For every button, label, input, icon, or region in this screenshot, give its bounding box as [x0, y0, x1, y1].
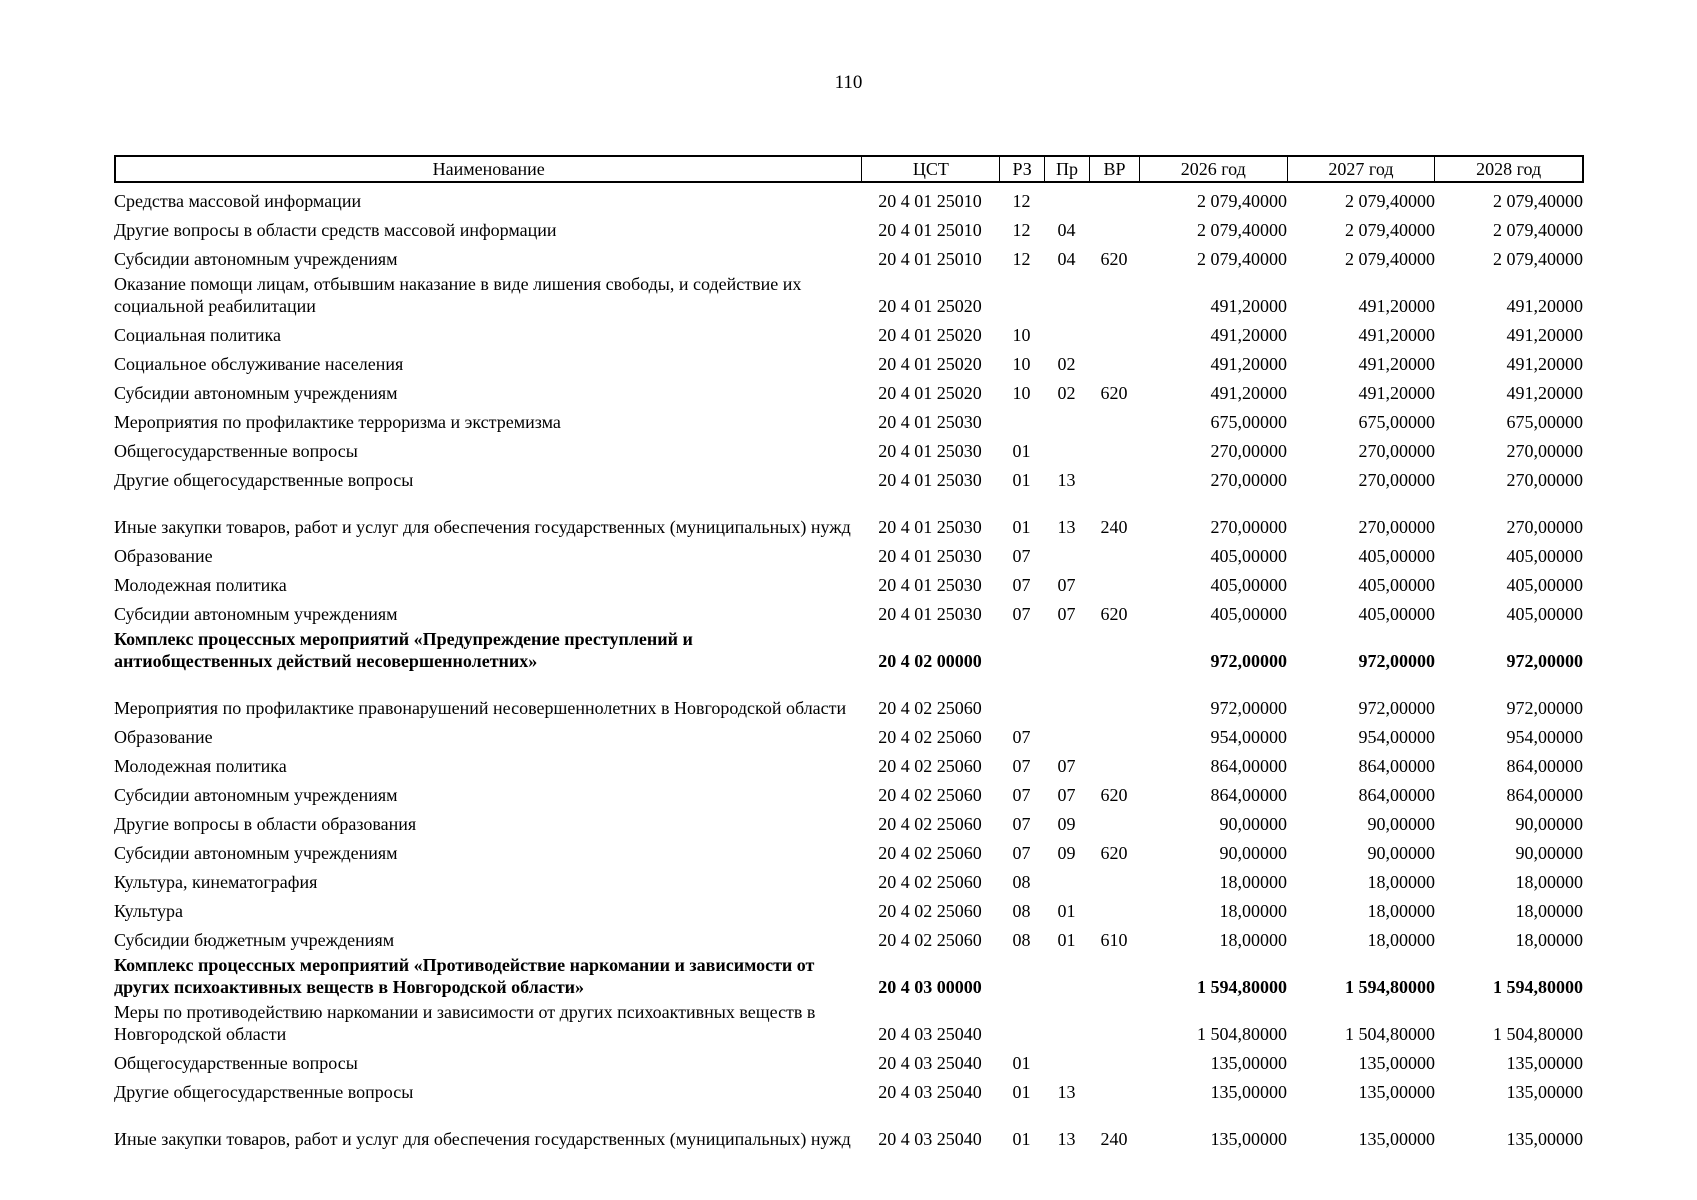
table-row	[114, 541, 1584, 570]
header-rz: РЗ	[999, 157, 1044, 181]
table-row	[114, 494, 1584, 541]
table-row	[114, 244, 1584, 273]
table-row	[114, 809, 1584, 838]
row-2027: 2 079,40000	[1345, 191, 1435, 211]
row-name: Иные закупки товаров, работ и услуг для обеспечения государственных (муниципальных) нужд	[114, 1129, 851, 1149]
table-row	[114, 436, 1584, 465]
row-2028: 675,00000	[1506, 412, 1583, 432]
row-name: Молодежная политика	[114, 756, 287, 776]
row-pr: 04	[1057, 220, 1076, 240]
row-2026: 270,00000	[1210, 470, 1287, 490]
row-rz: 01	[1012, 1082, 1031, 1102]
row-rz: 10	[1012, 354, 1031, 374]
row-2026: 954,00000	[1210, 727, 1287, 747]
page-number: 110	[834, 72, 863, 93]
row-cst: 20 4 01 25030	[878, 412, 982, 432]
row-2026: 491,20000	[1210, 383, 1287, 403]
row-2026: 18,00000	[1219, 930, 1287, 950]
row-2028: 135,00000	[1506, 1082, 1583, 1102]
row-name: Субсидии автономным учреждениям	[114, 383, 398, 403]
row-name: Социальная политика	[114, 325, 281, 345]
row-pr: 09	[1057, 843, 1076, 863]
table-row	[114, 1106, 1584, 1153]
row-2026: 90,00000	[1219, 814, 1287, 834]
row-2028: 18,00000	[1515, 930, 1583, 950]
row-2026: 491,20000	[1210, 296, 1287, 316]
row-2028: 2 079,40000	[1493, 249, 1583, 269]
row-cst: 20 4 01 25030	[878, 575, 982, 595]
table-row	[114, 1077, 1584, 1106]
row-cst: 20 4 01 25020	[878, 325, 982, 345]
row-cst: 20 4 01 25030	[878, 441, 982, 461]
row-name: Культура, кинематография	[114, 872, 318, 892]
row-2027: 90,00000	[1367, 814, 1435, 834]
row-2028: 864,00000	[1506, 785, 1583, 805]
row-vr: 620	[1100, 785, 1128, 805]
row-pr: 02	[1057, 383, 1076, 403]
row-2027: 405,00000	[1358, 604, 1435, 624]
row-pr: 09	[1057, 814, 1076, 834]
table-row	[114, 867, 1584, 896]
row-2026: 405,00000	[1210, 575, 1287, 595]
row-2026: 135,00000	[1210, 1053, 1287, 1073]
table-row	[114, 838, 1584, 867]
header-cst: ЦСТ	[861, 157, 999, 181]
row-2027: 90,00000	[1367, 843, 1435, 863]
row-rz: 07	[1012, 604, 1031, 624]
row-2027: 135,00000	[1358, 1082, 1435, 1102]
row-cst: 20 4 01 25030	[878, 470, 982, 490]
row-rz: 01	[1012, 517, 1031, 537]
row-2027: 270,00000	[1358, 441, 1435, 461]
table-row	[114, 751, 1584, 780]
row-rz: 01	[1012, 1129, 1031, 1149]
row-2026: 2 079,40000	[1197, 191, 1287, 211]
row-2028: 972,00000	[1506, 651, 1583, 671]
header-pr: Пр	[1044, 157, 1089, 181]
row-rz: 07	[1012, 727, 1031, 747]
row-cst: 20 4 02 25060	[878, 756, 982, 776]
table-row	[114, 378, 1584, 407]
row-cst: 20 4 02 25060	[878, 785, 982, 805]
header-2028: 2028 год	[1434, 157, 1582, 181]
table-body	[114, 186, 1584, 1153]
row-cst: 20 4 02 00000	[878, 651, 982, 671]
row-2027: 270,00000	[1358, 470, 1435, 490]
row-rz: 07	[1012, 756, 1031, 776]
row-2026: 864,00000	[1210, 756, 1287, 776]
row-vr: 610	[1100, 930, 1128, 950]
table-header	[114, 155, 1584, 183]
row-2028: 270,00000	[1506, 441, 1583, 461]
row-2026: 2 079,40000	[1197, 249, 1287, 269]
row-2027: 405,00000	[1358, 546, 1435, 566]
row-2028: 18,00000	[1515, 901, 1583, 921]
row-name: Общегосударственные вопросы	[114, 441, 358, 461]
row-name: Образование	[114, 546, 213, 566]
row-2027: 1 504,80000	[1345, 1024, 1435, 1044]
row-cst: 20 4 01 25020	[878, 354, 982, 374]
row-name: Субсидии автономным учреждениям	[114, 604, 398, 624]
row-2026: 491,20000	[1210, 354, 1287, 374]
row-2028: 491,20000	[1506, 354, 1583, 374]
row-rz: 01	[1012, 470, 1031, 490]
table-row	[114, 722, 1584, 751]
row-2028: 954,00000	[1506, 727, 1583, 747]
row-cst: 20 4 01 25030	[878, 517, 982, 537]
row-2027: 405,00000	[1358, 575, 1435, 595]
row-2028: 864,00000	[1506, 756, 1583, 776]
row-rz: 08	[1012, 872, 1031, 892]
row-2026: 90,00000	[1219, 843, 1287, 863]
row-2028: 405,00000	[1506, 575, 1583, 595]
row-2028: 491,20000	[1506, 383, 1583, 403]
row-name: Другие общегосударственные вопросы	[114, 470, 414, 490]
table-row	[114, 570, 1584, 599]
row-2027: 864,00000	[1358, 785, 1435, 805]
row-name: Субсидии бюджетным учреждениям	[114, 930, 395, 950]
row-cst: 20 4 03 25040	[878, 1082, 982, 1102]
table-row	[114, 628, 1584, 675]
row-2027: 972,00000	[1358, 698, 1435, 718]
table-row	[114, 186, 1584, 215]
row-2026: 972,00000	[1210, 651, 1287, 671]
row-vr: 620	[1100, 843, 1128, 863]
row-rz: 12	[1012, 220, 1031, 240]
row-name: Комплекс процессных мероприятий «Противодействие наркомании и зависимости от других психоактивных веществ в Новгородской области»	[114, 955, 815, 997]
row-2026: 2 079,40000	[1197, 220, 1287, 240]
row-rz: 12	[1012, 249, 1031, 269]
row-rz: 01	[1012, 1053, 1031, 1073]
row-cst: 20 4 02 25060	[878, 814, 982, 834]
row-2026: 270,00000	[1210, 441, 1287, 461]
row-cst: 20 4 01 25010	[878, 191, 982, 211]
row-2028: 972,00000	[1506, 698, 1583, 718]
row-cst: 20 4 01 25020	[878, 383, 982, 403]
row-pr: 07	[1057, 604, 1076, 624]
row-name: Культура	[114, 901, 183, 921]
header-2027: 2027 год	[1287, 157, 1435, 181]
row-name: Субсидии автономным учреждениям	[114, 843, 398, 863]
row-2026: 405,00000	[1210, 604, 1287, 624]
row-rz: 08	[1012, 901, 1031, 921]
row-2027: 18,00000	[1367, 930, 1435, 950]
row-2027: 491,20000	[1358, 296, 1435, 316]
row-pr: 07	[1057, 575, 1076, 595]
row-2026: 18,00000	[1219, 901, 1287, 921]
row-name: Иные закупки товаров, работ и услуг для обеспечения государственных (муниципальных) нужд	[114, 517, 851, 537]
row-name: Средства массовой информации	[114, 191, 362, 211]
row-pr: 13	[1057, 517, 1076, 537]
row-2028: 405,00000	[1506, 604, 1583, 624]
row-2026: 405,00000	[1210, 546, 1287, 566]
row-cst: 20 4 03 00000	[878, 977, 982, 997]
row-2028: 90,00000	[1515, 814, 1583, 834]
row-2027: 135,00000	[1358, 1053, 1435, 1073]
row-cst: 20 4 01 25030	[878, 546, 982, 566]
row-name: Мероприятия по профилактике терроризма и экстремизма	[114, 412, 561, 432]
row-name: Комплекс процессных мероприятий «Предупреждение преступлений и антиобщественных действий несовершеннолетних»	[114, 629, 693, 671]
table-row	[114, 954, 1584, 1001]
row-cst: 20 4 03 25040	[878, 1053, 982, 1073]
row-name: Субсидии автономным учреждениям	[114, 785, 398, 805]
row-2027: 972,00000	[1358, 651, 1435, 671]
row-name: Другие вопросы в области средств массовой информации	[114, 220, 557, 240]
row-2027: 135,00000	[1358, 1129, 1435, 1149]
row-2028: 1 504,80000	[1493, 1024, 1583, 1044]
row-2027: 1 594,80000	[1345, 977, 1435, 997]
row-2027: 18,00000	[1367, 901, 1435, 921]
row-name: Другие вопросы в области образования	[114, 814, 417, 834]
row-rz: 07	[1012, 546, 1031, 566]
row-name: Мероприятия по профилактике правонарушений несовершеннолетних в Новгородской области	[114, 698, 847, 718]
row-2026: 1 504,80000	[1197, 1024, 1287, 1044]
row-2028: 90,00000	[1515, 843, 1583, 863]
row-2027: 675,00000	[1358, 412, 1435, 432]
row-rz: 07	[1012, 814, 1031, 834]
row-2028: 270,00000	[1506, 470, 1583, 490]
row-cst: 20 4 02 25060	[878, 843, 982, 863]
table-row	[114, 925, 1584, 954]
table-row	[114, 896, 1584, 925]
row-name: Другие общегосударственные вопросы	[114, 1082, 414, 1102]
table-row	[114, 599, 1584, 628]
row-cst: 20 4 02 25060	[878, 901, 982, 921]
table-row	[114, 465, 1584, 494]
table-row	[114, 349, 1584, 378]
row-2026: 491,20000	[1210, 325, 1287, 345]
row-vr: 240	[1100, 517, 1128, 537]
row-pr: 13	[1057, 1129, 1076, 1149]
row-2026: 864,00000	[1210, 785, 1287, 805]
row-2027: 18,00000	[1367, 872, 1435, 892]
row-rz: 12	[1012, 191, 1031, 211]
row-2026: 675,00000	[1210, 412, 1287, 432]
row-2027: 864,00000	[1358, 756, 1435, 776]
row-2028: 135,00000	[1506, 1129, 1583, 1149]
row-rz: 10	[1012, 325, 1031, 345]
row-2026: 135,00000	[1210, 1129, 1287, 1149]
row-cst: 20 4 02 25060	[878, 727, 982, 747]
table-row	[114, 320, 1584, 349]
row-pr: 04	[1057, 249, 1076, 269]
row-2028: 270,00000	[1506, 517, 1583, 537]
table-row	[114, 215, 1584, 244]
table-row	[114, 675, 1584, 722]
row-2027: 491,20000	[1358, 325, 1435, 345]
row-2027: 270,00000	[1358, 517, 1435, 537]
row-2027: 954,00000	[1358, 727, 1435, 747]
row-2028: 18,00000	[1515, 872, 1583, 892]
row-2026: 1 594,80000	[1197, 977, 1287, 997]
row-cst: 20 4 02 25060	[878, 872, 982, 892]
row-name: Субсидии автономным учреждениям	[114, 249, 398, 269]
row-cst: 20 4 01 25030	[878, 604, 982, 624]
table-row	[114, 1001, 1584, 1048]
row-cst: 20 4 01 25020	[878, 296, 982, 316]
row-cst: 20 4 02 25060	[878, 930, 982, 950]
row-vr: 620	[1100, 249, 1128, 269]
row-2028: 491,20000	[1506, 296, 1583, 316]
row-cst: 20 4 01 25010	[878, 249, 982, 269]
row-cst: 20 4 03 25040	[878, 1024, 982, 1044]
row-pr: 01	[1057, 901, 1076, 921]
row-pr: 02	[1057, 354, 1076, 374]
row-2028: 135,00000	[1506, 1053, 1583, 1073]
table-row	[114, 273, 1584, 320]
row-name: Оказание помощи лицам, отбывшим наказание в виде лишения свободы, и содействие их социальной реабилитации	[114, 274, 802, 316]
row-cst: 20 4 01 25010	[878, 220, 982, 240]
row-2028: 1 594,80000	[1493, 977, 1583, 997]
row-2028: 2 079,40000	[1493, 191, 1583, 211]
row-rz: 07	[1012, 785, 1031, 805]
row-pr: 01	[1057, 930, 1076, 950]
row-vr: 240	[1100, 1129, 1128, 1149]
row-2027: 491,20000	[1358, 383, 1435, 403]
table-row	[114, 1048, 1584, 1077]
row-vr: 620	[1100, 383, 1128, 403]
row-name: Молодежная политика	[114, 575, 287, 595]
header-2026: 2026 год	[1139, 157, 1287, 181]
row-name: Общегосударственные вопросы	[114, 1053, 358, 1073]
row-rz: 07	[1012, 575, 1031, 595]
row-2027: 2 079,40000	[1345, 220, 1435, 240]
row-2026: 135,00000	[1210, 1082, 1287, 1102]
row-cst: 20 4 02 25060	[878, 698, 982, 718]
row-name: Меры по противодействию наркомании и зависимости от других психоактивных веществ в Новгородской области	[114, 1002, 816, 1044]
row-name: Социальное обслуживание населения	[114, 354, 404, 374]
row-rz: 08	[1012, 930, 1031, 950]
header-vr: ВР	[1089, 157, 1139, 181]
row-name: Образование	[114, 727, 213, 747]
budget-table	[114, 155, 1584, 1153]
row-2027: 491,20000	[1358, 354, 1435, 374]
header-name: Наименование	[432, 159, 545, 179]
row-2026: 972,00000	[1210, 698, 1287, 718]
row-rz: 01	[1012, 441, 1031, 461]
row-2026: 18,00000	[1219, 872, 1287, 892]
row-pr: 07	[1057, 756, 1076, 776]
table-row	[114, 780, 1584, 809]
row-vr: 620	[1100, 604, 1128, 624]
row-pr: 13	[1057, 1082, 1076, 1102]
row-rz: 07	[1012, 843, 1031, 863]
row-rz: 10	[1012, 383, 1031, 403]
row-cst: 20 4 03 25040	[878, 1129, 982, 1149]
table-row	[114, 407, 1584, 436]
row-2028: 491,20000	[1506, 325, 1583, 345]
row-2027: 2 079,40000	[1345, 249, 1435, 269]
row-2028: 2 079,40000	[1493, 220, 1583, 240]
row-pr: 07	[1057, 785, 1076, 805]
row-2028: 405,00000	[1506, 546, 1583, 566]
row-2026: 270,00000	[1210, 517, 1287, 537]
row-pr: 13	[1057, 470, 1076, 490]
